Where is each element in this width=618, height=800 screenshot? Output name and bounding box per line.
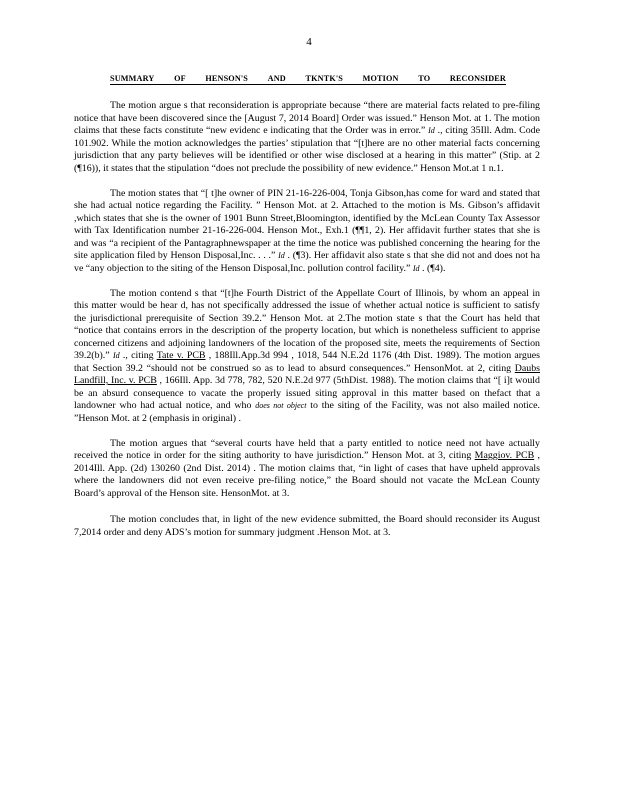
paragraph-text: The motion concludes that, in light of the new evidence submitted, the Board should reconsider its August 7,2014 order and deny ADS’s motion for summary judgment .Henson Mot. at 3. [74, 514, 540, 538]
paragraph-several-courts [74, 438, 540, 501]
paragraph-reconsideration-argument [74, 100, 540, 175]
paragraph-gibson-affidavit [74, 188, 540, 276]
emphasized-text: does not object [255, 401, 307, 410]
heading-word: TKNTK'S [305, 74, 343, 83]
paragraph-text: The motion contend s that “[t]he Fourth District of the Appellate Court of Illinois, by whom an appeal in this matter would be hear d, has not specifically addressed the issue of whether actual notice is sufficient to satisfy the jurisdictional prerequisite of Section 39.2.” Henson Mot. at 2.The motion state s that the Court has held that “notice that contains errors in the description of the property location, but which is nonetheless sufficient to apprise concerned citizens and adjoining landowners of the location of the proposed site, meets the requirements of Section 39.2(b).” [74, 287, 540, 361]
paragraph-text: ., citing [119, 350, 157, 361]
paragraph-text: , 2014Ill. App. (2d) 130260 (2nd Dist. 2014) . The motion claims that, “in light of cases that have upheld approvals where the landowners did not even receive pre-filing notice,” the Board should not vacate the McLean County Board’s approval of the Henson site. HensonMot. at 3. [74, 450, 541, 499]
heading-word: TO [418, 74, 431, 83]
paragraph-text: ., citing 35Ill. Adm. Code 101.902. While the motion acknowledges the parties’ stipulation that “[t]here are no other material facts concerning jurisdiction that any party believes will be identified or other wise disclosed at a hearing in this matter” (Stip. at 2 (¶16)), it states that the stipulation “does not preclude the possibility of new evidence.” Henson Mot.at 1 n.1. [74, 125, 540, 174]
heading-word: OF [174, 74, 186, 83]
paragraph-text: The motion argue s that reconsideration is appropriate because “there are material facts related to pre-filing notice that have been discovered since the [August 7, 2014 Board] Order was issued.” Henson Mot. at 1. The motion claims that these facts constitute “new evidenc e indicating that the Order was in error.” [74, 100, 540, 136]
citation-id: Id [112, 351, 120, 360]
page-number: 4 [306, 36, 312, 48]
paragraph-fourth-district [74, 288, 540, 426]
citation-id: Id [412, 263, 420, 273]
paragraph-text: to the siting of the Facility, was not also mailed notice. ”Henson Mot. at 2 (emphasis in original) . [74, 400, 540, 424]
case-citation: Tate v. PCB [156, 350, 206, 361]
paragraph-text: , 188Ill.App.3d 994 , 1018, 544 N.E.2d 1176 (4th Dist. 1989). The motion argues that Section 39.2 “should not be construed so as to lead to absurd consequences.” HensonMot. at 2, citing [74, 350, 541, 374]
case-citation: Maggiov. PCB [474, 450, 535, 461]
citation-id: Id [428, 126, 435, 135]
paragraph-text: . (¶3). Her affidavit also state s that she did not and does not ha ve “any objection to the siting of the Henson Disposal,Inc. pollution control facility.” [74, 250, 540, 274]
paragraph-text: The motion argues that “several courts have held that a party entitled to notice need not have actually received the notice in order for the siting authority to have jurisdiction.” Henson Mot. at 3, citing [74, 437, 540, 461]
citation-id: Id [278, 251, 285, 260]
paragraph-text: . (¶4). [419, 262, 446, 274]
paragraph-text: The motion states that “[ t]he owner of PIN 21-16-226-004, Tonja Gibson,has come for ward and stated that she had actual notice regarding the Facility. ” Henson Mot. at 2. Attached to the motion is Ms. Gibson’s affidavit ,which states that she is the owner of 1901 Bunn Street,Bloomington, identified by the McLean County Tax Assessor with Tax Identification number 21-16-226-004. Henson Mot., Exh.1 (¶¶1, 2). Her affidavit further states that she is and was “a recipient of the Pantagraphnewspaper at the time the notice was published concerning the hearing for the site application filed by Henson Disposal,Inc. . . .” [74, 187, 540, 261]
case-citation: Daubs Landfill, Inc. v. PCB [74, 362, 540, 386]
document-body [74, 100, 540, 552]
paragraph-conclusion [74, 514, 540, 539]
heading-word: MOTION [362, 74, 399, 83]
heading-word: SUMMARY [110, 74, 155, 83]
heading-word: RECONSIDER [449, 74, 506, 83]
heading-word: HENSON'S [205, 74, 249, 83]
section-heading [110, 74, 506, 85]
paragraph-text: , 166Ill. App. 3d 778, 782, 520 N.E.2d 977 (5thDist. 1988). The motion claims that “[ i]t would be an absurd consequence to vacate the properly issued siting approval in this matter based on thefact that a landowner who had actual notice, and who [74, 375, 540, 411]
heading-word: AND [267, 74, 286, 83]
